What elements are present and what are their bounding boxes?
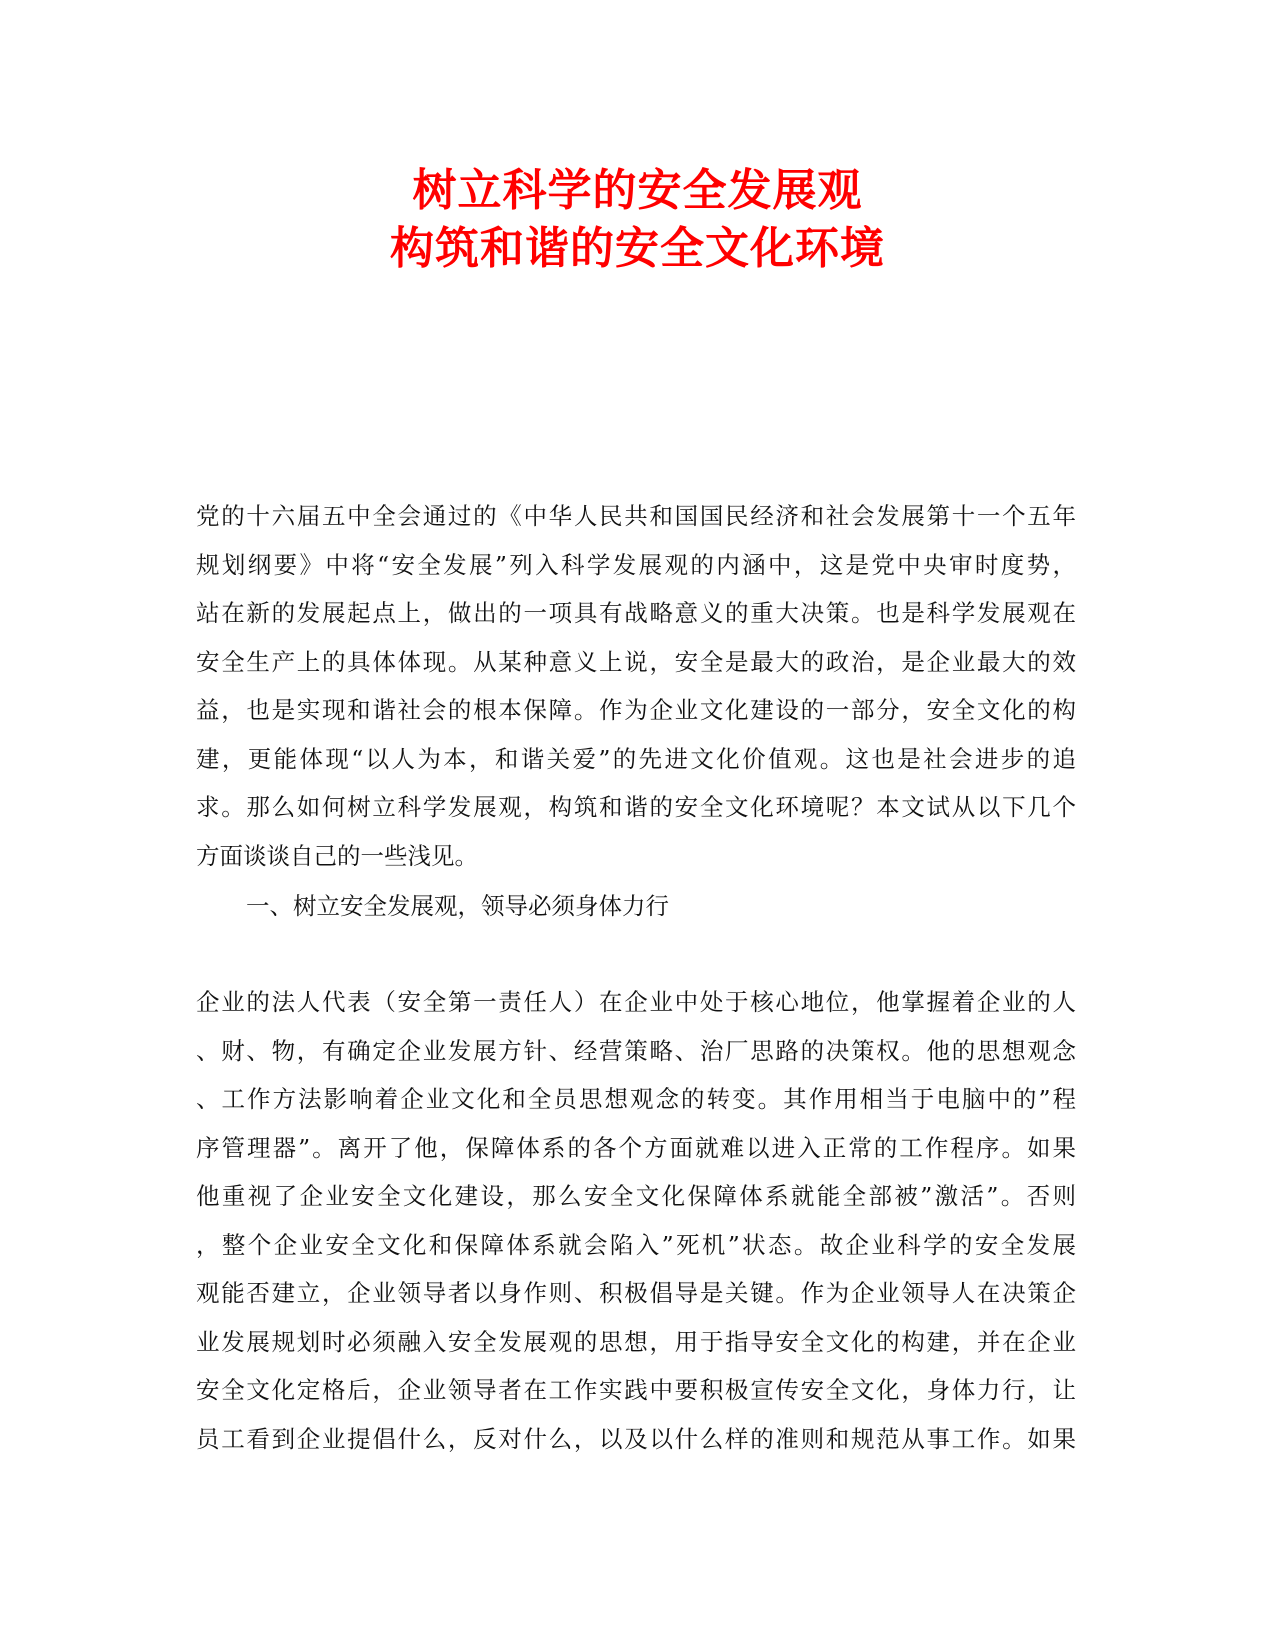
paragraph-line: 员工看到企业提倡什么，反对什么，以及以什么样的准则和规范从事工作。如果 xyxy=(196,1424,1076,1453)
paragraph-line: 、财、物，有确定企业发展方针、经营策略、治厂思路的决策权。他的思想观念 xyxy=(196,1036,1076,1065)
paragraph-line: 企业的法人代表（安全第一责任人）在企业中处于核心地位，他掌握着企业的人 xyxy=(196,988,1076,1016)
section-paragraph xyxy=(196,978,1076,1463)
paragraph-line: 建，更能体现“以人为本，和谐关爱”的先进文化价值观。这也是社会进步的追 xyxy=(196,744,1076,773)
paragraph-line: 他重视了企业安全文化建设，那么安全文化保障体系就能全部被”激活”。否则 xyxy=(196,1182,1076,1210)
title-line-1: 树立科学的安全发展观 xyxy=(412,165,863,216)
paragraph-line: 党的十六届五中全会通过的《中华人民共和国国民经济和社会发展第十一个五年 xyxy=(196,502,1076,530)
paragraph-line: 益，也是实现和谐社会的根本保障。作为企业文化建设的一部分，安全文化的构 xyxy=(196,696,1076,724)
intro-paragraph xyxy=(196,492,1076,880)
paragraph-line: 、工作方法影响着企业文化和全员思想观念的转变。其作用相当于电脑中的”程 xyxy=(196,1085,1076,1113)
paragraph-line: ，整个企业安全文化和保障体系就会陷入”死机”状态。故企业科学的安全发展 xyxy=(196,1230,1076,1259)
paragraph-line: 规划纲要》中将“安全发展”列入科学发展观的内涵中，这是党中央审时度势， xyxy=(196,550,1076,579)
paragraph-line: 站在新的发展起点上，做出的一项具有战略意义的重大决策。也是科学发展观在 xyxy=(196,599,1076,627)
paragraph-line: 观能否建立，企业领导者以身作则、积极倡导是关键。作为企业领导人在决策企 xyxy=(196,1279,1076,1307)
paragraph-line: 安全文化定格后，企业领导者在工作实践中要积极宣传安全文化，身体力行，让 xyxy=(196,1376,1076,1404)
paragraph-line: 求。那么如何树立科学发展观，构筑和谐的安全文化环境呢？本文试从以下几个 xyxy=(196,793,1076,821)
section-heading: 一、树立安全发展观，领导必须身体力行 xyxy=(246,892,669,920)
paragraph-line: 序管理器”。离开了他，保障体系的各个方面就难以进入正常的工作程序。如果 xyxy=(196,1133,1076,1162)
document-title xyxy=(0,162,1275,278)
paragraph-line: 业发展规划时必须融入安全发展观的思想，用于指导安全文化的构建，并在企业 xyxy=(196,1327,1076,1356)
paragraph-line: 方面谈谈自己的一些浅见。 xyxy=(196,841,478,870)
title-line-2: 构筑和谐的安全文化环境 xyxy=(390,223,885,274)
paragraph-line: 安全生产上的具体体现。从某种意义上说，安全是最大的政治，是企业最大的效 xyxy=(196,647,1076,676)
